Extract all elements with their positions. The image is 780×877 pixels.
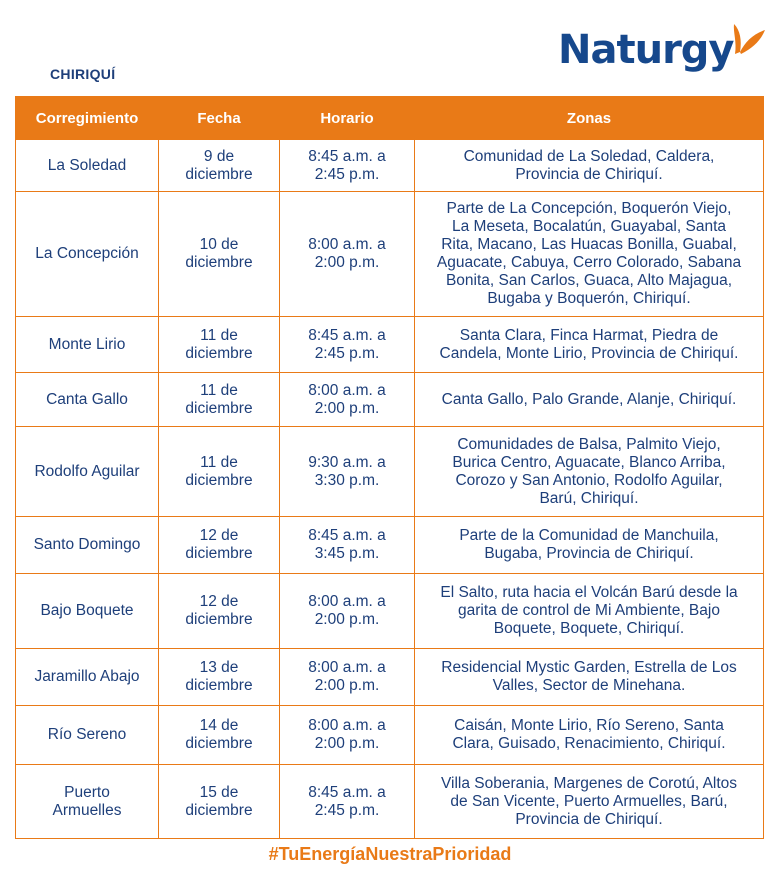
- cell-fecha: 14 de diciembre: [159, 706, 280, 765]
- table-row: [16, 517, 764, 574]
- table-row: [16, 373, 764, 427]
- cell-zonas: Santa Clara, Finca Harmat, Piedra de Candela, Monte Lirio, Provincia de Chiriquí.: [415, 317, 764, 373]
- table-row: [16, 192, 764, 317]
- cell-fecha: 12 de diciembre: [159, 517, 280, 574]
- cell-horario: 8:00 a.m. a 2:00 p.m.: [280, 706, 415, 765]
- cell-zonas: Residencial Mystic Garden, Estrella de Los Valles, Sector de Minehana.: [415, 649, 764, 706]
- header-fecha: Fecha: [159, 97, 280, 140]
- cell-corregimiento: La Concepción: [16, 192, 159, 317]
- cell-horario: 8:00 a.m. a 2:00 p.m.: [280, 373, 415, 427]
- cell-fecha: 15 de diciembre: [159, 765, 280, 839]
- cell-zonas: Caisán, Monte Lirio, Río Sereno, Santa Clara, Guisado, Renacimiento, Chiriquí.: [415, 706, 764, 765]
- cell-fecha: 11 de diciembre: [159, 317, 280, 373]
- table-row: [16, 317, 764, 373]
- cell-zonas: Comunidad de La Soledad, Caldera, Provincia de Chiriquí.: [415, 140, 764, 192]
- table-header-row: [16, 97, 764, 140]
- cell-corregimiento: La Soledad: [16, 140, 159, 192]
- logo-wordmark: Naturgy: [558, 27, 734, 73]
- cell-corregimiento: Rodolfo Aguilar: [16, 427, 159, 517]
- cell-corregimiento: Bajo Boquete: [16, 574, 159, 649]
- cell-fecha: 11 de diciembre: [159, 427, 280, 517]
- table-row: [16, 706, 764, 765]
- table-row: [16, 765, 764, 839]
- cell-corregimiento: Puerto Armuelles: [16, 765, 159, 839]
- cell-fecha: 11 de diciembre: [159, 373, 280, 427]
- cell-horario: 8:45 a.m. a 2:45 p.m.: [280, 140, 415, 192]
- cell-horario: 8:45 a.m. a 3:45 p.m.: [280, 517, 415, 574]
- cell-horario: 8:45 a.m. a 2:45 p.m.: [280, 765, 415, 839]
- butterfly-icon: [731, 22, 767, 56]
- cell-fecha: 12 de diciembre: [159, 574, 280, 649]
- cell-zonas: Villa Soberania, Margenes de Corotú, Altos de San Vicente, Puerto Armuelles, Barú, Provincia de Chiriquí.: [415, 765, 764, 839]
- cell-horario: 8:45 a.m. a 2:45 p.m.: [280, 317, 415, 373]
- naturgy-logo: [558, 22, 767, 78]
- schedule-table: [15, 96, 764, 839]
- table-row: [16, 427, 764, 517]
- table-row: [16, 140, 764, 192]
- cell-corregimiento: Jaramillo Abajo: [16, 649, 159, 706]
- cell-corregimiento: Santo Domingo: [16, 517, 159, 574]
- table-row: [16, 574, 764, 649]
- cell-zonas: Parte de la Comunidad de Manchuila, Bugaba, Provincia de Chiriquí.: [415, 517, 764, 574]
- cell-corregimiento: Monte Lirio: [16, 317, 159, 373]
- cell-fecha: 13 de diciembre: [159, 649, 280, 706]
- cell-zonas: Comunidades de Balsa, Palmito Viejo, Burica Centro, Aguacate, Blanco Arriba, Corozo y San Antonio, Rodolfo Aguilar, Barú, Chiriquí.: [415, 427, 764, 517]
- cell-zonas: Parte de La Concepción, Boquerón Viejo, La Meseta, Bocalatún, Guayabal, Santa Rita, Macano, Las Huacas Bonilla, Guabal, Aguacate, Cabuya, Cerro Colorado, Sabana Bonita, San Carlos, Guaca, Alto Majagua, Bugaba y Boquerón, Chiriquí.: [415, 192, 764, 317]
- header-corregimiento: Corregimiento: [16, 97, 159, 140]
- region-title: CHIRIQUÍ: [50, 66, 116, 82]
- cell-zonas: El Salto, ruta hacia el Volcán Barú desde la garita de control de Mi Ambiente, Bajo Boquete, Boquete, Chiriquí.: [415, 574, 764, 649]
- cell-zonas: Canta Gallo, Palo Grande, Alanje, Chiriquí.: [415, 373, 764, 427]
- hashtag: #TuEnergíaNuestraPrioridad: [268, 844, 512, 864]
- cell-corregimiento: Canta Gallo: [16, 373, 159, 427]
- cell-fecha: 9 de diciembre: [159, 140, 280, 192]
- header-zonas: Zonas: [415, 97, 764, 140]
- cell-horario: 8:00 a.m. a 2:00 p.m.: [280, 192, 415, 317]
- header-horario: Horario: [280, 97, 415, 140]
- cell-horario: 8:00 a.m. a 2:00 p.m.: [280, 574, 415, 649]
- cell-horario: 9:30 a.m. a 3:30 p.m.: [280, 427, 415, 517]
- cell-fecha: 10 de diciembre: [159, 192, 280, 317]
- cell-corregimiento: Río Sereno: [16, 706, 159, 765]
- table-row: [16, 649, 764, 706]
- cell-horario: 8:00 a.m. a 2:00 p.m.: [280, 649, 415, 706]
